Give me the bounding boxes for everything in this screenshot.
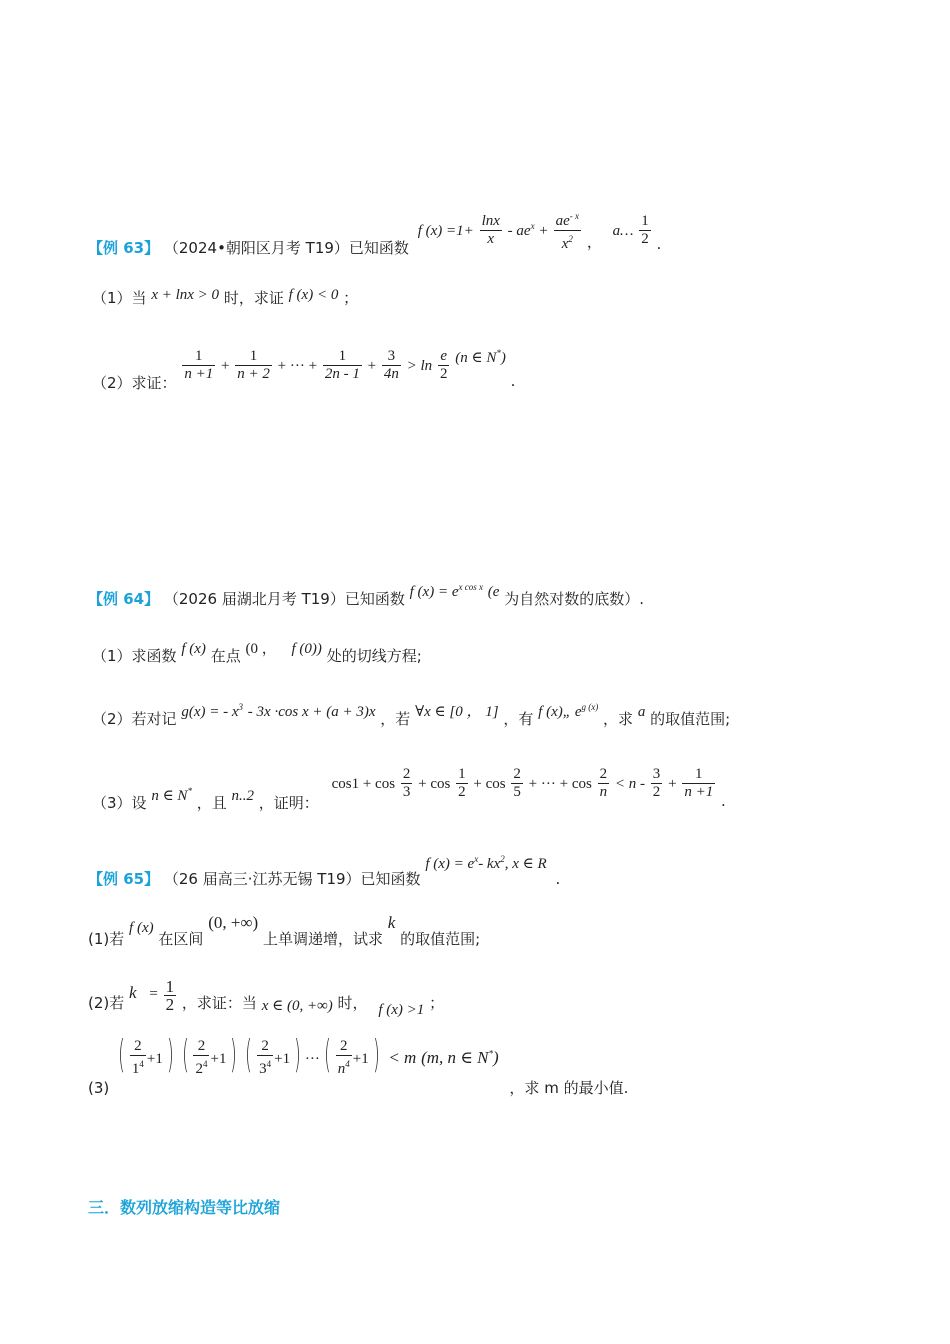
ex63-frac-ae: $\frac{ae^{- x}}{x^2}$: [554, 208, 581, 253]
ex65-p1-k: k: [387, 913, 396, 932]
ex65-p3-plus-a: +1: [146, 1050, 163, 1067]
ex64-p3-n: n ∈ N*: [151, 786, 192, 804]
ex64-p3-plus2: + cos: [473, 776, 506, 792]
ex63-p2-plus1: +: [220, 358, 230, 374]
ex65-p3-text: ，求 m 的最小值.: [509, 1078, 629, 1097]
ex65-source: （26 届高三·江苏无锡 T19）已知函数: [163, 870, 421, 888]
ex63-part1: [92, 283, 359, 307]
ex64-tag: 【例 64】: [88, 590, 160, 608]
ex64-heading: [88, 580, 644, 608]
section-title: 三．数列放缩构造等比放缩: [88, 1198, 281, 1217]
ex64-p1-f: f (x): [181, 641, 206, 657]
ex64-p2-text1: ，若: [380, 710, 411, 728]
ex63-comma: ，: [586, 233, 602, 251]
ex65-p3-frac-a: $\frac{2}{1^4}$: [131, 1038, 144, 1077]
ex65-tag: 【例 65】: [88, 870, 160, 888]
ex65-p1-label: (1)若: [88, 930, 125, 948]
ex64-p2-label: （2）若对记: [92, 710, 177, 728]
ex63-formula-mid: - $ae^x$: [507, 221, 535, 239]
ex65-p3-lt: < m: [388, 1047, 417, 1067]
ex63-p2-frac-e: $\frac{e}{2}$: [439, 348, 448, 382]
ex64-p3-frac2: $\frac{1}{2}$: [458, 766, 466, 800]
ex64-part3: [92, 758, 726, 812]
ex64-p3-plus3: +: [668, 776, 677, 792]
ex64-part1: [92, 637, 422, 665]
ex65-p3-label: (3): [88, 1078, 110, 1097]
ex63-p1-end: ；: [343, 289, 359, 307]
ex64-p2-g: g(x) = - $x^3$: [181, 702, 244, 720]
ex64-p3-text1: ，且: [196, 794, 227, 812]
ex65-p2-frac: $\frac{1}{2}$: [165, 977, 175, 1014]
ex64-part2: [92, 700, 731, 728]
ex65-p2-eq: =: [149, 986, 158, 1002]
ex65-heading: [88, 852, 561, 888]
ex65-p1-text2: 上单调递增，试求: [263, 930, 384, 948]
ex63-p2-plus2: +: [367, 358, 377, 374]
ex63-p2-frac2: $\frac{1}{n + 2}$: [237, 348, 270, 382]
ex64-formula-text: 为自然对数的底数）.: [504, 590, 644, 608]
ex65-p2-text2: 时，: [337, 994, 368, 1012]
ex63-p1-text: 时，求证: [223, 289, 284, 307]
ex63-cond-a: a…: [612, 223, 634, 239]
ex65-p2-x: x ∈ (0, +∞): [261, 998, 333, 1014]
ex64-p2-g2: - 3x ·cos x + (a + 3)x: [247, 704, 376, 720]
ex64-p1-text1: 在点: [210, 647, 241, 665]
ex65-p2-ineq: f (x) >1: [378, 1002, 425, 1018]
ex65-p2-k: k: [129, 983, 137, 1002]
ex63-formula-lhs: f (x) =1+: [417, 223, 474, 239]
ex65-p3-frac-b: $\frac{2}{2^4}$: [195, 1038, 208, 1077]
ex64-p3-lt: < n -: [614, 776, 646, 792]
ex64-p1-label: （1）求函数: [92, 647, 177, 665]
ex64-p3-frac3: $\frac{2}{5}$: [513, 766, 521, 800]
ex63-p2-frac1: $\frac{1}{n +1}$: [184, 348, 214, 382]
ex64-p3-cos1: cos1 + cos: [331, 776, 396, 792]
ex65-p1-text3: 的取值范围;: [400, 930, 481, 948]
ex64-p3-cond: n..2: [231, 788, 255, 804]
ex63-p2-label: （2）求证：: [92, 374, 177, 392]
ex63-part2: [92, 338, 516, 392]
ex65-p3-plus-b: +1: [210, 1050, 227, 1067]
ex65-formula: f $(x) = e^x-$ $kx^2$, x ∈ R: [425, 854, 547, 872]
ex65-p3-plus-d: +1: [352, 1050, 369, 1067]
ex65-p1-f: f (x): [129, 920, 154, 936]
ex65-p3-dots: ···: [304, 1050, 320, 1067]
ex64-p3-text2: ，证明：: [258, 794, 319, 812]
ex65-p3-frac-c: $\frac{2}{3^4}$: [259, 1038, 272, 1077]
ex64-p2-ineq: f (x)„ $e^{g (x)}$: [538, 702, 599, 720]
ex64-p3-frac1: $\frac{2}{3}$: [402, 766, 411, 800]
ex65-part1: [88, 912, 481, 948]
ex63-source: （2024•朝阳区月考 T19）已知函数: [163, 239, 409, 257]
ex64-p3-frac5: $\frac{3}{2}$: [652, 766, 661, 800]
ex65-p2-label: (2)若: [88, 994, 125, 1012]
ex63-p2-dots: + ··· +: [277, 358, 318, 374]
ex64-p3-end: .: [720, 792, 726, 810]
ex65-part3: (3) ( $\frac{2}{1^4}$ +1 ) ( $\frac{2}{2^4}$ +1 ) ( $\frac{2}{3^4}$ +1 ) ··· ( $\frac{2}{n^4}$ +1 ) < m (m, n ∈ N*) ，求 m 的最小值.: [88, 1032, 629, 1097]
ex65-part2: [88, 970, 445, 1018]
ex63-p2-frac4: $\frac{3}{4n}$: [383, 348, 399, 382]
ex64-p2-a: a: [637, 704, 646, 720]
ex64-p3-frac4: $\frac{2}{n}$: [599, 766, 608, 800]
ex64-p1-pt: (0 ，: [245, 641, 277, 657]
ex63-p2-gt: > ln: [406, 358, 433, 374]
ex64-p2-text2: ，有: [503, 710, 534, 728]
ex64-source: （2026 届湖北月考 T19）已知函数: [163, 590, 405, 608]
ex63-heading: [88, 198, 662, 257]
ex64-p3-frac6: $\frac{1}{n +1}$: [684, 766, 714, 800]
ex63-plus: +: [539, 223, 548, 239]
ex64-p2-text4: 的取值范围;: [650, 710, 731, 728]
ex65-p2-text1: ，求证：当: [181, 994, 257, 1012]
ex65-p1-int: (0, +∞): [208, 913, 259, 932]
ex63-end: .: [656, 235, 662, 253]
ex65-p2-end: ；: [429, 994, 445, 1012]
ex64-p3-label: （3）设: [92, 794, 147, 812]
ex64-p1-pt2: f (0)): [291, 641, 322, 657]
ex64-formula-paren: (e: [487, 584, 500, 600]
ex64-p3-dots: + ··· + cos: [528, 776, 592, 792]
ex63-p1-goal: f (x) < 0: [288, 287, 339, 303]
ex64-p2-forall: ∀x ∈ [0 ， 1]: [415, 704, 499, 720]
ex63-p1-label: （1）当: [92, 289, 147, 307]
ex64-p1-text2: 处的切线方程;: [326, 647, 422, 665]
ex63-p2-frac3: $\frac{1}{2n - 1}$: [324, 348, 360, 382]
ex63-frac-lnx: $\frac{\ln x}{x}$: [481, 213, 500, 247]
ex64-formula: f $(x) = e^{x cos x}$: [409, 582, 483, 600]
ex64-p3-plus1: + cos: [418, 776, 451, 792]
ex63-tag: 【例 63】: [88, 239, 160, 257]
ex65-p3-cond: (m, n ∈ N*): [421, 1047, 499, 1067]
ex63-p2-cond: (n ∈ N*): [455, 348, 506, 366]
ex64-p2-text3: ，求: [603, 710, 634, 728]
ex63-p2-end: .: [510, 372, 516, 390]
ex65-p3-plus-c: +1: [274, 1050, 291, 1067]
ex63-p1-cond: x + lnx > 0: [151, 287, 220, 303]
ex65-p1-text1: 在区间: [158, 930, 204, 948]
ex65-p3-frac-d: $\frac{2}{n^4}$: [337, 1038, 350, 1077]
ex65-end: .: [555, 870, 561, 888]
ex63-cond-frac: $\frac{1}{2}$: [641, 213, 649, 247]
